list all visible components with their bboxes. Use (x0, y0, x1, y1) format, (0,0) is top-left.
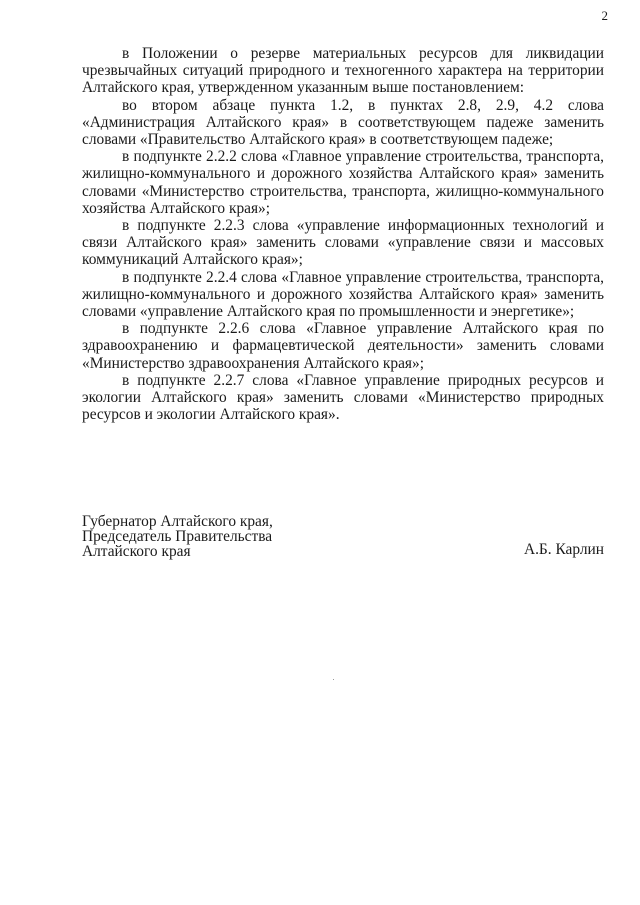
signatory-title-line: Губернатор Алтайского края, (82, 513, 273, 530)
paragraph-subitem-2-2-6: в подпункте 2.2.6 слова «Главное управление Алтайского края по здравоохранению и фармацевтической деятельности» заменить словами «Министерство здравоохранения Алтайского края»; (82, 320, 604, 372)
page-number: 2 (601, 8, 608, 23)
paragraph-item-1-2: во втором абзаце пункта 1.2, в пунктах 2.8, 2.9, 4.2 слова «Администрация Алтайского края» в соответствующем падеже заменить словами «Правительство Алтайского края» в соответствующем падеже; (82, 96, 604, 149)
scan-speck (333, 679, 334, 680)
document-body (82, 45, 604, 423)
paragraph-subitem-2-2-3: в подпункте 2.2.3 слова «управление информационных технологий и связи Алтайского края» заменить словами «управление связи и массовых коммуникаций Алтайского края»; (82, 217, 604, 269)
paragraph-regulation-intro: в Положении о резерве материальных ресурсов для ликвидации чрезвычайных ситуаций природного и техногенного характера на территории Алтайского края, утвержденном указанным выше постановлением: (82, 45, 604, 97)
signatory-title-line: Председатель Правительства (82, 528, 273, 545)
paragraph-subitem-2-2-7: в подпункте 2.2.7 слова «Главное управление природных ресурсов и экологии Алтайского края» заменить словами «Министерство природных ресурсов и экологии Алтайского края». (82, 371, 604, 424)
signatory-name: А.Б. Карлин (523, 541, 604, 558)
signatory-title-line: Алтайского края (82, 543, 191, 560)
signature-block (82, 514, 604, 559)
paragraph-subitem-2-2-4: в подпункте 2.2.4 слова «Главное управление строительства, транспорта, жилищно-коммунального и дорожного хозяйства Алтайского края» заменить словами «управление Алтайского края по промышленности и энергетике»; (82, 268, 604, 321)
paragraph-subitem-2-2-2: в подпункте 2.2.2 слова «Главное управление строительства, транспорта, жилищно-коммунального и дорожного хозяйства Алтайского края» заменить словами «Министерство строительства, транспорта, жилищно-коммунального хозяйства Алтайского края»; (82, 148, 604, 217)
